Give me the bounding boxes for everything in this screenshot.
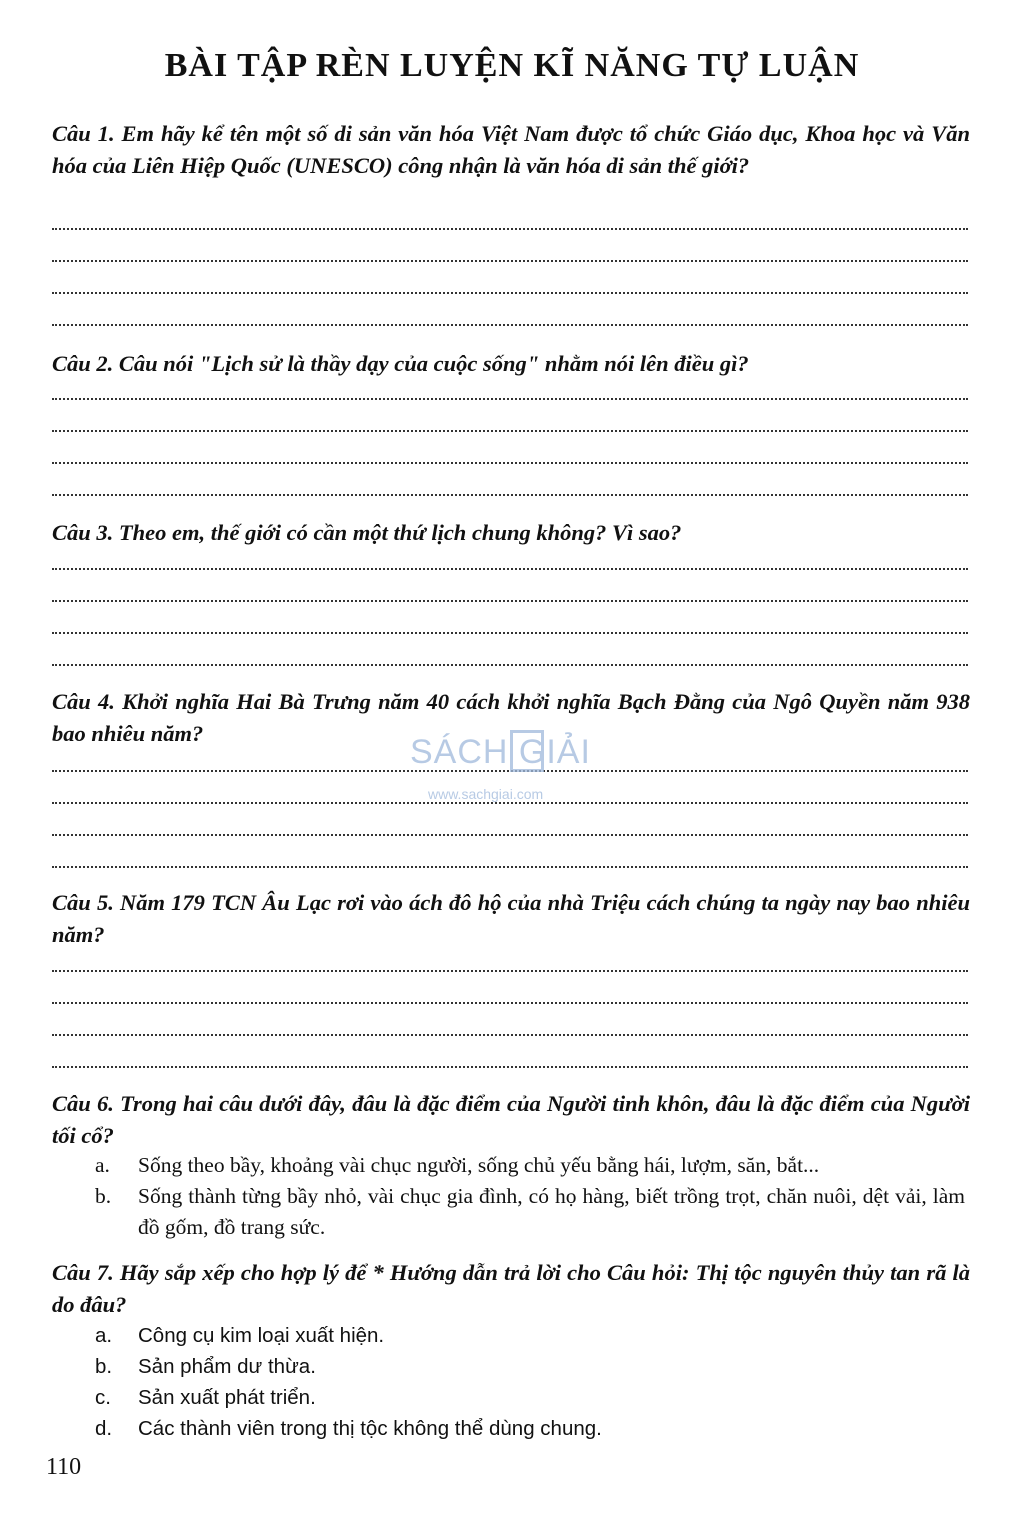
answer-line xyxy=(52,260,968,262)
page-number: 110 xyxy=(46,1454,82,1480)
option-text: Các thành viên trong thị tộc không thể dùng chung. xyxy=(138,1417,602,1440)
option-item xyxy=(95,1150,965,1181)
question-7: Câu 7. Hãy sắp xếp cho hợp lý để * Hướng dẫn trả lời cho Câu hỏi: Thị tộc nguyên thủy tan rã là do đâu? xyxy=(52,1260,970,1317)
answer-line xyxy=(52,1066,968,1068)
option-item xyxy=(95,1413,965,1444)
answer-line xyxy=(52,494,968,496)
option-text: Công cụ kim loại xuất hiện. xyxy=(138,1324,385,1347)
answer-line xyxy=(52,228,968,230)
question-4: Câu 4. Khởi nghĩa Hai Bà Trưng năm 40 cách khởi nghĩa Bạch Đằng của Ngô Quyền năm 938 bao nhiêu năm? xyxy=(52,689,970,746)
question-5: Câu 5. Năm 179 TCN Âu Lạc rơi vào ách đô hộ của nhà Triệu cách chúng ta ngày nay bao nhiêu năm? xyxy=(52,890,970,947)
question-2: Câu 2. Câu nói "Lịch sử là thầy dạy của cuộc sống" nhằm nói lên điều gì? xyxy=(52,351,749,376)
question-6: Câu 6. Trong hai câu dưới đây, đâu là đặc điểm của Người tinh khôn, đâu là đặc điểm của Người tối cổ? xyxy=(52,1091,970,1148)
watermark-logo: SÁCH GIẢI xyxy=(410,733,591,771)
question-1: Câu 1. Em hãy kể tên một số di sản văn hóa Việt Nam được tổ chức Giáo dục, Khoa học và Văn hóa của Liên Hiệp Quốc (UNESCO) công nhận là văn hóa di sản thế giới? xyxy=(52,121,970,178)
answer-line xyxy=(52,462,968,464)
option-label: b. xyxy=(95,1184,112,1208)
option-label: b. xyxy=(95,1355,113,1378)
answer-line xyxy=(52,866,968,868)
watermark-url: www.sachgiai.com xyxy=(428,786,544,802)
option-label: d. xyxy=(95,1417,113,1440)
answer-line xyxy=(52,568,968,570)
option-label: c. xyxy=(95,1386,111,1409)
page-title: BÀI TẬP RÈN LUYỆN KĨ NĂNG TỰ LUẬN xyxy=(164,47,860,84)
option-item xyxy=(95,1382,965,1413)
question-3: Câu 3. Theo em, thế giới có cần một thứ lịch chung không? Vì sao? xyxy=(52,520,682,545)
answer-line xyxy=(52,600,968,602)
answer-line xyxy=(52,632,968,634)
option-text: Sống thành từng bầy nhỏ, vài chục gia đình, có họ hàng, biết trồng trọt, chăn nuôi, dệt vải, làm đồ gốm, đồ trang sức. xyxy=(138,1184,965,1239)
answer-line xyxy=(52,1034,968,1036)
option-item xyxy=(95,1181,965,1243)
answer-line xyxy=(52,292,968,294)
option-text: Sản phẩm dư thừa. xyxy=(138,1355,316,1378)
option-item xyxy=(95,1320,965,1351)
option-text: Sản xuất phát triển. xyxy=(138,1386,316,1409)
option-item xyxy=(95,1351,965,1382)
option-label: a. xyxy=(95,1153,110,1177)
answer-line xyxy=(52,970,968,972)
option-text: Sống theo bầy, khoảng vài chục người, sống chủ yếu bằng hái, lượm, săn, bắt... xyxy=(138,1153,820,1177)
answer-line xyxy=(52,834,968,836)
watermark xyxy=(410,730,630,810)
answer-line xyxy=(52,664,968,666)
answer-line xyxy=(52,1002,968,1004)
answer-line xyxy=(52,324,968,326)
option-label: a. xyxy=(95,1324,113,1347)
answer-line xyxy=(52,430,968,432)
answer-line xyxy=(52,398,968,400)
